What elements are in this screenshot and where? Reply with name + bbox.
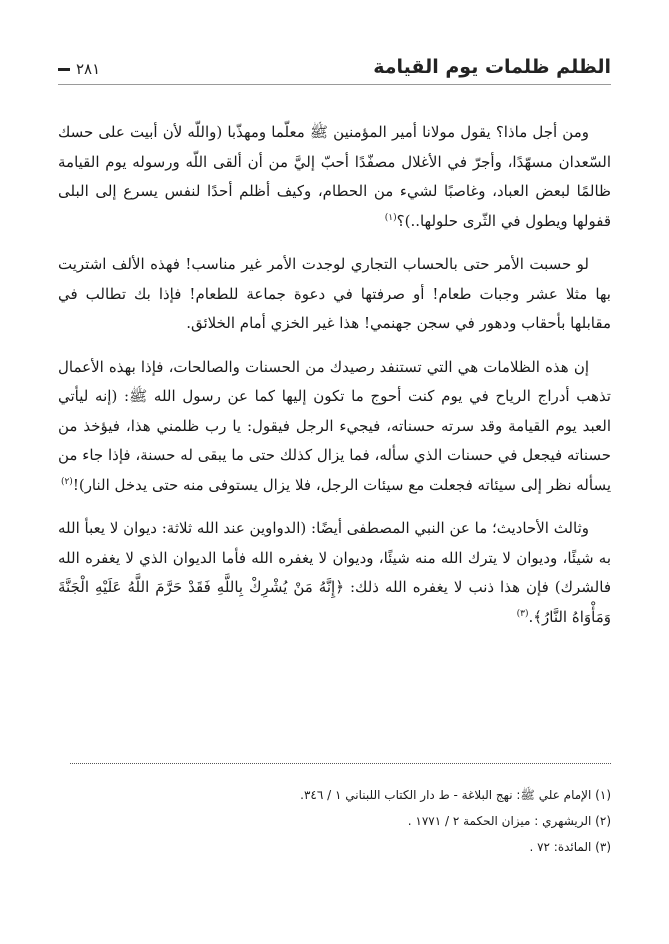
paragraph-text: لو حسبت الأمر حتى بالحساب التجاري لوجدت الأمر غير مناسب! فهذه الألف اشتريت بها مثلا عشر وجبات طعام! أو صرفتها في دعوة جماعة للطعام! فإذا بك تطالب في مقابلها بأحقاب ودهور في سجن جهنمي! هذا غير الخزي أمام الخلائق. [58, 255, 611, 332]
running-header-title: الظلم ظلمات يوم القيامة [373, 56, 611, 78]
page-number-value: ٢٨١ [76, 60, 101, 78]
paragraph [58, 353, 611, 501]
footnote-ref: (٣) [516, 608, 529, 619]
footnote-separator [70, 763, 611, 764]
header-rule [58, 84, 611, 85]
main-text [58, 118, 611, 646]
footnote-item: (٣) المائدة: ٧٢ . [529, 840, 611, 854]
paragraph-text: وثالث الأحاديث؛ ما عن النبي المصطفى أيضًا: (الدواوين عند الله ثلاثة: ديوان لا يعبأ الله به شيئًا، وديوان لا يترك الله منه شيئًا، وديوان لا يغفره الله فأما الديوان الذي لا يغفره الله فالشرك) فإن هذا ذنب لا يغفره الله ذلك: ﴿إِنَّهُ مَنْ يُشْرِكْ بِاللَّهِ فَقَدْ حَرَّمَ اللَّهُ عَلَيْهِ الْجَنَّةَ وَمَأْوَاهُ النَّارُ﴾. [58, 519, 611, 626]
footnotes [58, 782, 611, 860]
footnote-item: (٢) الريشهري : ميزان الحكمة ٢ / ١٧٧١ . [407, 814, 611, 828]
paragraph [58, 118, 611, 236]
footnote-item: (١) الإمام علي ﷺ: نهج البلاغة - ط دار الكتاب اللبناني ١ / ٣٤٦. [300, 788, 611, 802]
footnote-ref: (١) [384, 212, 397, 223]
paragraph-text: ومن أجل ماذا؟ يقول مولانا أمير المؤمنين ﷺ معلّما ومهذّبا (واللّه لأن أبيت على حسك السّعدان مسهّدًا، وأجرّ في الأغلال مصفّدًا أحبّ إليَّ من أن ألقى اللّه ورسوله يوم القيامة ظالمًا لبعض العباد، وغاصبًا لشيء من الحطام، وكيف أظلم أحدًا لنفس يسرع إلى البلى قفولها ويطول في الثّرى حلولها..)؟ [58, 123, 611, 230]
paragraph-text: إن هذه الظلامات هي التي تستنفد رصيدك من الحسنات والصالحات، فإذا بهذه الأعمال تذهب أدراج الرياح في يوم كنت أحوج ما تكون إليها كما عن رسول الله ﷺ: (إنه ليأتي العبد يوم القيامة وقد سرته حسناته، فيجيء الرجل فيقول: يا رب ظلمني هذا، فيؤخذ من حسناته فيجعل في حسنات الذي سأله، فما يزال كذلك حتى ما يبقى له حسنة، فإذا جاء من يسأله نظر إلى سيئاته فجعلت مع سيئات الرجل، فلا يزال يستوفى منه حتى يدخل النار)! [58, 357, 611, 494]
paragraph [58, 514, 611, 632]
running-header [58, 52, 611, 88]
page-number [58, 60, 100, 78]
paragraph [58, 250, 611, 339]
page-number-dash [58, 68, 70, 71]
footnote-ref: (٢) [60, 476, 73, 487]
